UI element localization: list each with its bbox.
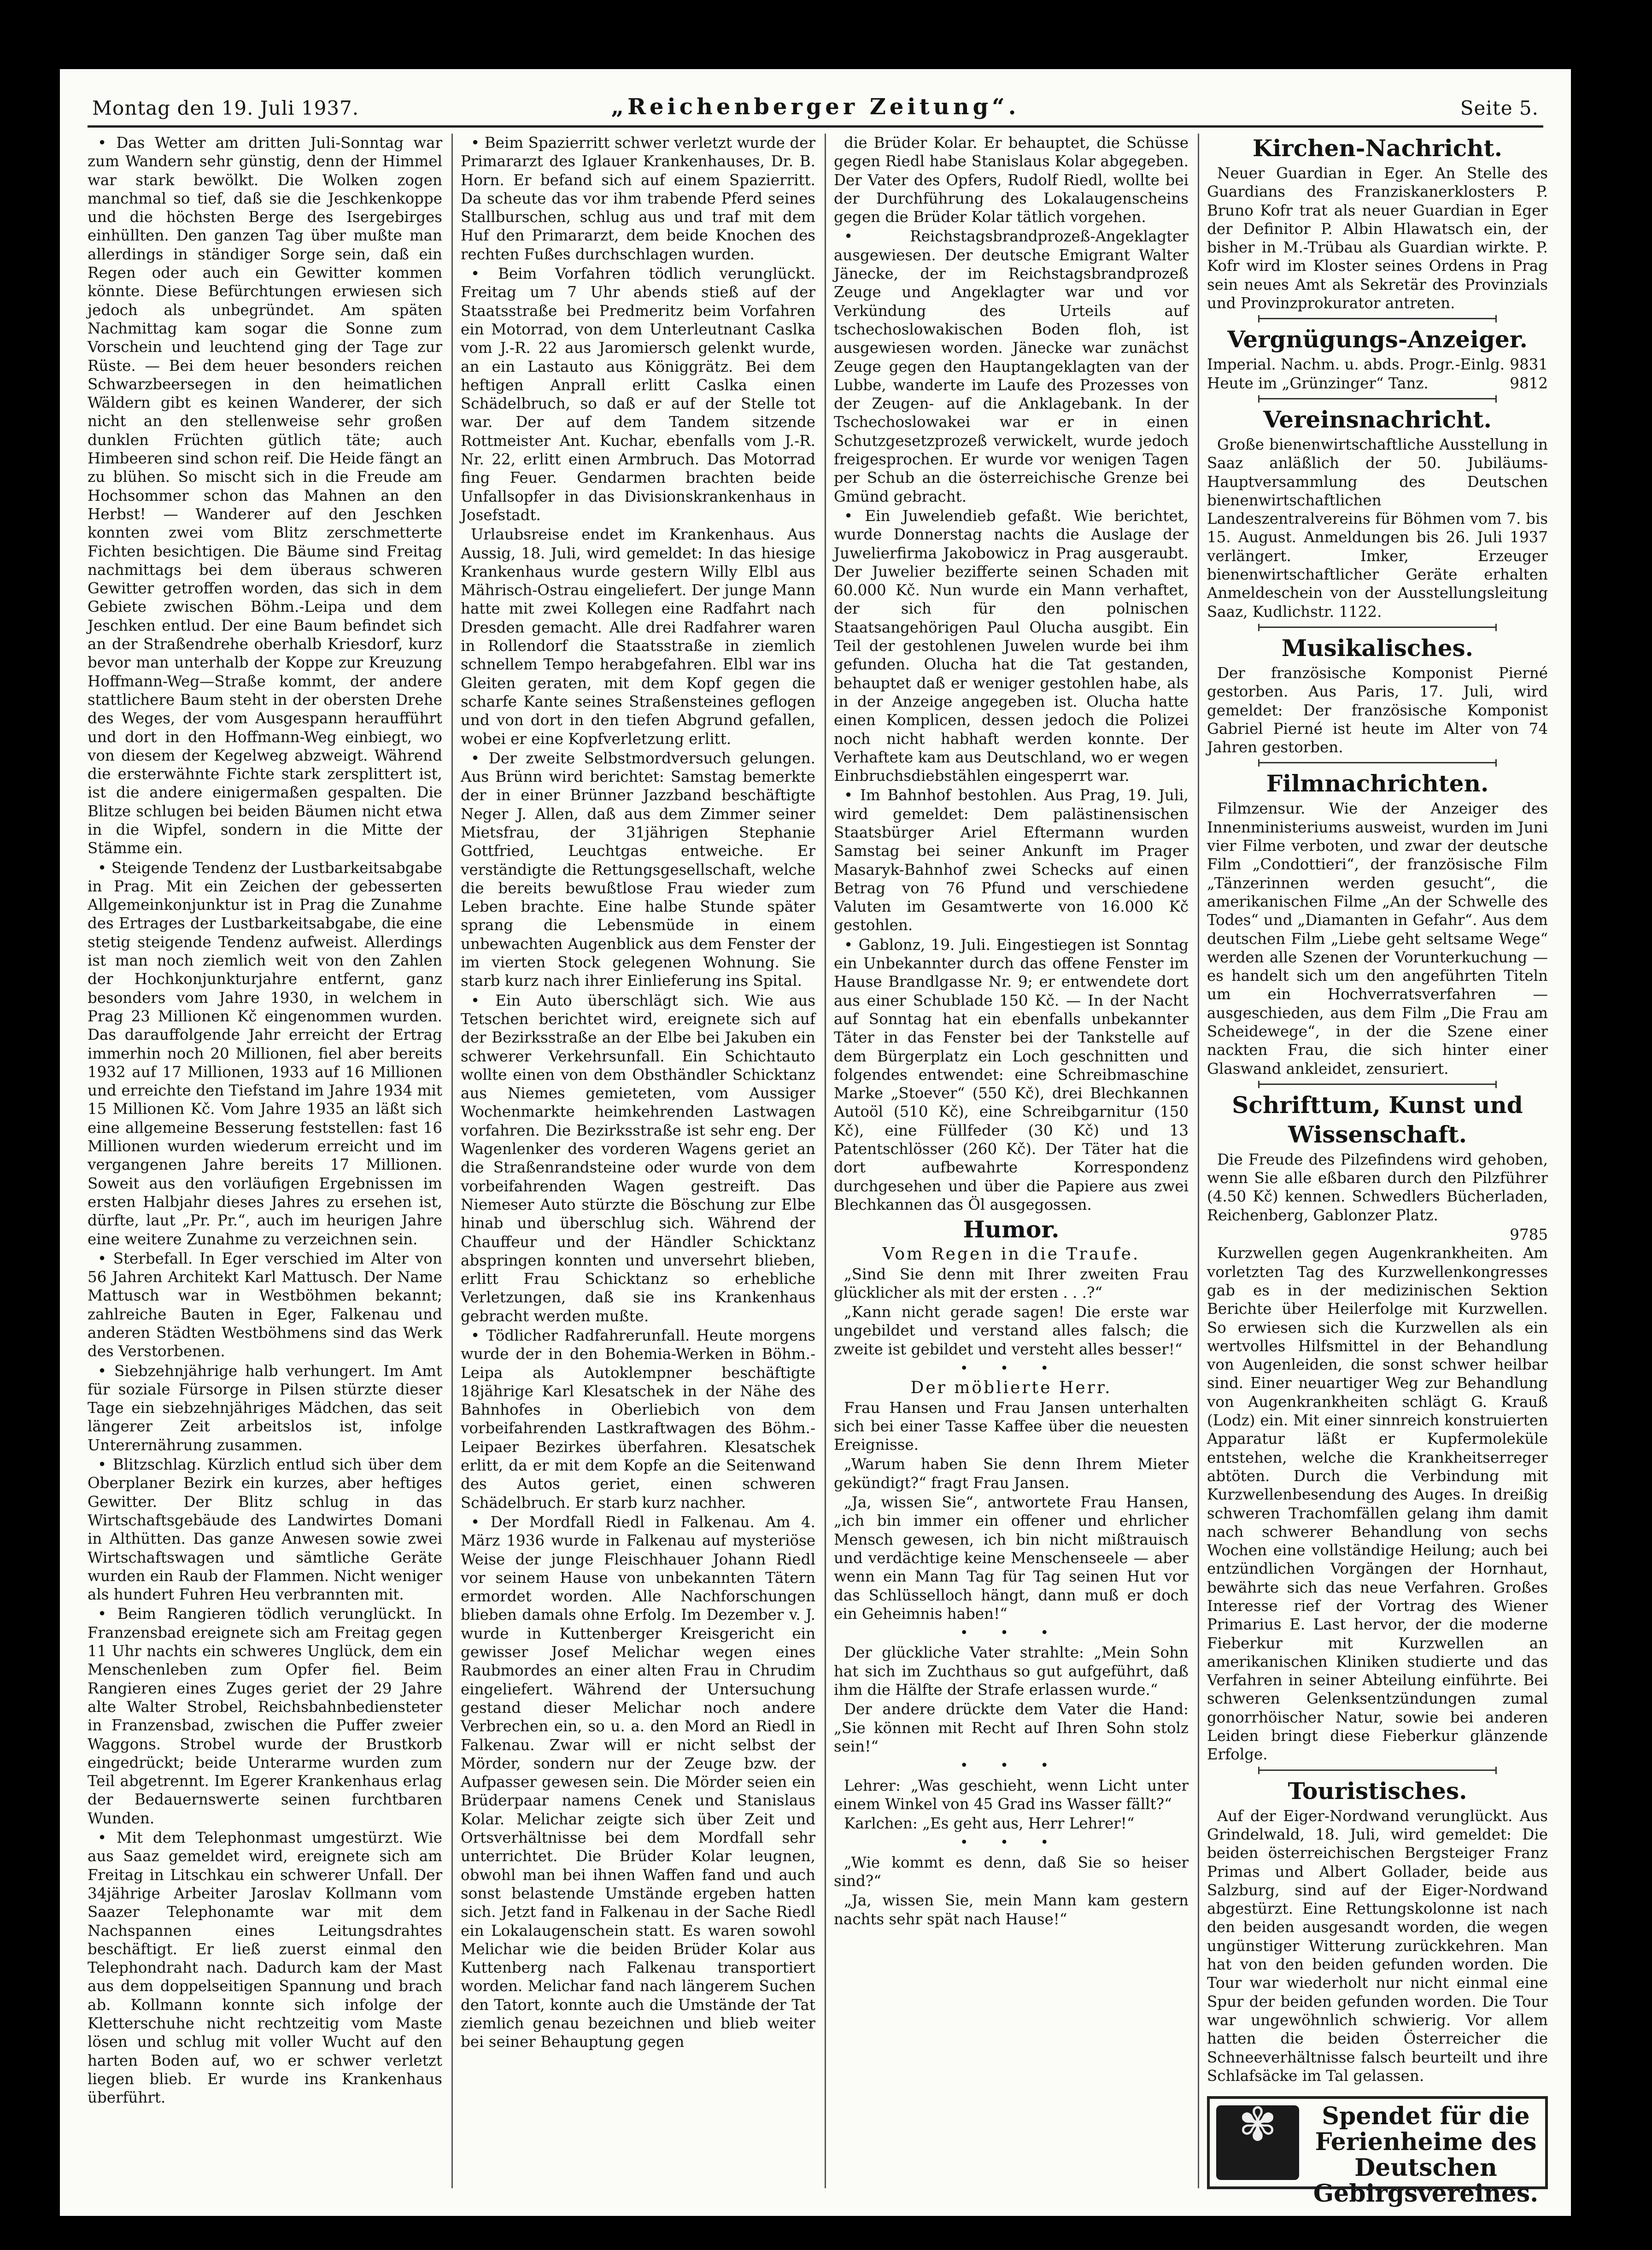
- joke-line: Der glückliche Vater strahlte: „Mein Sohn hat sich im Zuchthaus so gut aufgeführt, daß ihm die Hälfte der Strafe erlassen wurde.“: [834, 1644, 1189, 1699]
- page-header: [92, 88, 1539, 124]
- article: • Im Bahnhof bestohlen. Aus Prag, 19. Juli, wird gemeldet: Dem palästinensischen Staatsbürger Ariel Eftermann wurden Samstag bei seiner Ankunft im Prager Masaryk-Bahnhof zwei Schecks auf einen Betrag von 76 Pfund und verschiedene Valuten im Gesamtwerte von 16.000 Kč gestohlen.: [834, 786, 1189, 934]
- article: Filmzensur. Wie der Anzeiger des Innenministeriums ausweist, wurden im Juni vier Filme verboten, und zwar der deutsche Film „Condottieri“, der französische Film „Tänzerinnen werden gesucht“, die amerikanischen Filme „An der Schwelle des Todes“ und „Diamanten in Gefahr“. Aus dem deutschen Film „Liebe geht seltsame Wege“ werden alle Szenen der Vorunterkuchung — es handelt sich um den angeführten Titeln um ein Hochverratsverfahren — ausgeschieden, aus dem Film „Die Frau am Scheidewege“, in der die Szene einer nackten Frau, die sich hinter einer Glaswand ankleidet, zensuriert.: [1207, 800, 1548, 1078]
- article: die Brüder Kolar. Er behauptet, die Schüsse gegen Riedl habe Stanislaus Kolar abgegeben. Der Vater des Opfers, Rudolf Riedl, wollte bei der Durchführung des Lokalaugenscheins gegen die Brüder Kolar tätlich vorgehen.: [834, 134, 1189, 226]
- joke-line: Lehrer: „Was geschieht, wenn Licht unter einem Winkel von 45 Grad ins Wasser fällt?“: [834, 1776, 1189, 1813]
- newspaper-page: [60, 69, 1571, 2216]
- article: • Mit dem Telephonmast umgestürzt. Wie aus Saaz gemeldet wird, ereignete sich am Freitag in Litschkau ein schwerer Unfall. Der 34jährige Arbeiter Jaroslav Kollmann vom Saazer Telephonamte war mit dem Nachspannen eines Leitungsdrahtes beschäftigt. Er ließ zuerst einmal den Telephondraht nach. Dadurch kam der Mast aus dem doppelseitigen Spannung und brach ab. Kollmann konnte sich infolge der Kletterschuhe nicht rechtzeitig vom Maste lösen und schlug mit voller Wucht auf den harten Boden auf, wo er schwer verletzt liegen blieb. Er wurde ins Krankenhaus überführt.: [88, 1829, 442, 2107]
- joke-line: Karlchen: „Es geht aus, Herr Lehrer!“: [844, 1815, 1135, 1833]
- column-divider: [825, 134, 826, 2188]
- joke-title: Der möblierte Herr.: [910, 1378, 1112, 1398]
- column-divider: [1198, 134, 1199, 2188]
- joke-line: Der andere drückte dem Vater die Hand: „Sie können mit Recht auf Ihren Sohn stolz sein!“: [834, 1700, 1189, 1755]
- joke-line: „Kann nicht gerade sagen! Die erste war ungebildet und verstand alles falsch; die zweite ist gebildet und versteht alles besser!“: [834, 1303, 1189, 1358]
- section-heading-touristisch: Touristisches.: [1288, 1777, 1467, 1805]
- section-heading-film: Filmnachrichten.: [1266, 770, 1489, 797]
- separator-stars: • • •: [960, 1625, 1063, 1641]
- section-end-rule: [1258, 1084, 1497, 1085]
- joke-line: „Wie kommt es denn, daß Sie so heiser sind?“: [834, 1853, 1189, 1890]
- newspaper-title: „Reichenberger Zeitung“.: [611, 94, 1020, 120]
- section-end-rule: [1258, 627, 1497, 628]
- header-rule: [88, 125, 1543, 128]
- section-heading-kirchen: Kirchen-Nachricht.: [1252, 135, 1503, 162]
- section-heading-vergnuegung: Vergnügungs-Anzeiger.: [1227, 326, 1528, 353]
- column-2: [461, 134, 815, 2188]
- article: • Tödlicher Radfahrerunfall. Heute morgens wurde der in den Bohemia-Werken in Böhm.-Leipa als Autoklempner beschäftigte 18jährige Karl Klesatschek in der Nähe des Bahnhofes in Oberliebich von dem vorbeifahrenden Lastkraftwagen des Böhm.-Leipaer Bezirkes überfahren. Klesatschek erlitt, da er mit dem Kopfe an die Seitenwand des Autos geriet, einen schweren Schädelbruch. Er starb kurz nachher.: [461, 1327, 815, 1512]
- joke-title: Vom Regen in die Traufe.: [882, 1245, 1140, 1264]
- article: • Siebzehnjährige halb verhungert. Im Amt für soziale Fürsorge in Pilsen stürzte dieser Tage ein siebzehnjähriges Mädchen, das seit längerer Zeit arbeitslos ist, infolge Unterernährung zusammen.: [88, 1362, 442, 1454]
- column-4: [1207, 134, 1548, 2208]
- advertisement-box: [1207, 2096, 1548, 2208]
- article: • Beim Rangieren tödlich verunglückt. In Franzensbad ereignete sich am Freitag gegen 11 Uhr nachts ein schweres Unglück, dem ein Menschenleben zum Opfer fiel. Beim Rangieren eines Zuges geriet der 29 Jahre alte Walter Strobel, Reichsbahnbediensteter in Franzensbad, zwischen die Puffer zweier Waggons. Strobel wurde der Brustkorb eingedrückt; beide Unterarme wurden zum Teil abgetrennt. Im Egerer Krankenhaus erlag der Bedauernswerte seinen furchtbaren Wunden.: [88, 1605, 442, 1827]
- article: • Blitzschlag. Kürzlich entlud sich über dem Oberplaner Bezirk ein kurzes, aber heftiges Gewitter. Der Blitz schlug in das Wirtschaftsgebäude des Landwirtes Domani in Althütten. Das ganze Anwesen sowie zwei Wirtschaftswagen und sämtliche Geräte wurden ein Raub der Flammen. Nicht weniger als hundert Fuhren Heu verbrannten mit.: [88, 1456, 442, 1604]
- joke-line: „Ja, wissen Sie“, antwortete Frau Hansen, „ich bin immer ein offener und ehrlicher Mensch gewesen, ich bin nicht mißtrauisch und verdächtige keine Menschenseele — aber wenn ein Mann Tag für Tag seinen Hut vor das Schlüsselloch hängt, dann muß er doch ein Geheimnis haben!“: [834, 1494, 1189, 1623]
- article: Urlaubsreise endet im Krankenhaus. Aus Aussig, 18. Juli, wird gemeldet: In das hiesige Krankenhaus wurde gestern Willy Elbl aus Mährisch-Ostrau eingeliefert. Der junge Mann hatte mit zwei Kollegen eine Radfahrt nach Dresden gemacht. Alle drei Radfahrer waren in Rollendorf die Staatsstraße in ziemlich schnellem Tempo herabgefahren. Elbl war ins Gleiten geraten, mit dem Kopf gegen die scharfe Kante seines Straßensteines geflogen und von dort in den tiefen Abgrund gefallen, wobei er eine Kopfverletzung erlitt.: [461, 526, 815, 748]
- ad-line: [1207, 355, 1548, 374]
- column-3: [834, 134, 1189, 2188]
- article: Neuer Guardian in Eger. An Stelle des Guardians des Franziskanerklosters P. Bruno Kofr trat als neuer Guardian in Eger der Definitor P. Albin Hlawatsch ein, der bisher in M.-Trübau als Guardian wirkte. P. Kofr wird im Kloster seines Ordens in Prag sein neues Amt als Sekretär des Provinzials und Provinzprokurator antreten.: [1207, 164, 1548, 312]
- section-end-rule: [1258, 762, 1497, 763]
- joke-line: „Warum haben Sie denn Ihrem Mieter gekündigt?“ fragt Frau Jansen.: [834, 1455, 1189, 1492]
- advertisement-text: Spendet für die Ferienheime des Deutschen Gebirgsvereines.: [1313, 2102, 1539, 2208]
- article: • Der zweite Selbstmordversuch gelungen. Aus Brünn wird berichtet: Samstag bemerkte der in einer Brünner Jazzband beschäftigte Neger J. Allen, daß aus dem Zimmer seiner Mietsfrau, der 31jährigen Stephanie Gottfried, Leuchtgas entweiche. Er verständigte die Rettungsgesellschaft, welche die bereits bewußtlose Frau wieder zum Leben brachte. Eine halbe Stunde später sprang die Lebensmüde in einem unbewachten Augenblick aus dem Fenster der im vierten Stock gelegenen Wohnung. Sie starb kurz nach ihrer Einlieferung ins Spital.: [461, 749, 815, 990]
- ad-line: [1207, 374, 1548, 393]
- article: • Ein Auto überschlägt sich. Wie aus Tetschen berichtet wird, ereignete sich auf der Bezirksstraße an der Elbe bei Jakuben ein schwerer Verkehrsunfall. Ein Schichtauto wollte einen von dem Obsthändler Schicktanz aus Niemes gemieteten, vom Aussiger Wochenmarkte heimkehrenden Lastwagen vorfahren. Die Bezirksstraße ist sehr eng. Der Wagenlenker des vorderen Wagens geriet an die Straßenrandsteine oder wurde von dem vorbeifahrenden Wagen gestreift. Das Niemeser Auto stürzte die Böschung zur Elbe hinab und überschlug sich. Während der Chauffeur und der Händler Schicktanz abspringen konnten und unversehrt blieben, erlitt Frau Schicktanz so erhebliche Verletzungen, daß sie ins Krankenhaus gebracht werden mußte.: [461, 991, 815, 1325]
- ad-text: Imperial. Nachm. u. abds. Progr.-Einlg.: [1207, 356, 1505, 374]
- section-heading-verein: Vereinsnachricht.: [1263, 405, 1492, 433]
- joke-line: „Ja, wissen Sie, mein Mann kam gestern nachts sehr spät nach Hause!“: [834, 1892, 1189, 1928]
- article: • Ein Juwelendieb gefaßt. Wie berichtet, wurde Donnerstag nachts die Auslage der Juwelierfirma Jakobowicz in Prag ausgeraubt. Der Juwelier bezifferte seinen Schaden mit 60.000 Kč. Nun wurde ein Mann verhaftet, der sich für den polnischen Staatsangehörigen Paul Olucha ausgibt. Ein Teil der gestohlenen Juwelen wurde bei ihm gefunden. Olucha hat die Tat gestanden, behauptet daß er weniger gestohlen habe, als in der Anzeige angegeben ist. Olucha hatte einen Komplicen, dessen jedoch die Polizei noch nicht habhaft werden konnte. Der Verhaftete kam aus Deutschland, wo er wegen Einbruchsdiebstählen eingesperrt war.: [834, 507, 1189, 785]
- section-heading-schrifttum: Schrifttum, Kunst und Wissenschaft.: [1232, 1091, 1523, 1148]
- separator-stars: • • •: [960, 1834, 1063, 1851]
- ad-number: 9831: [1510, 356, 1548, 374]
- article: • Steigende Tendenz der Lustbarkeitsabgabe in Prag. Mit ein Zeichen der gebesserten Allgemeinkonjunktur ist in Prag die Zunahme des Ertrages der Lustbarkeitsabgabe, die eine stetig steigende Tendenz aufweist. Allerdings ist man noch ziemlich weit von den Zahlen der Hochkonjunkturjahre entfernt, ganz besonders vom Jahre 1930, in welchem in Prag 23 Millionen Kč eingenommen wurden. Das darauffolgende Jahr erreicht der Ertrag immerhin noch 20 Millionen, fiel aber bereits 1932 auf 17 Millionen, 1933 auf 16 Millionen und erreichte den Tiefstand im Jahre 1934 mit 15 Millionen Kč. Vom Jahre 1935 an läßt sich eine allgemeine Besserung feststellen: fast 16 Millionen wurden wiederum erreicht und im vergangenen Jahre bereits 17 Millionen. Soweit aus den vorläufigen Ergebnissen im ersten Halbjahr dieses Jahres zu ersehen ist, dürfte, laut „Pr. Pr.“, auch im heurigen Jahre eine weitere Zunahme zu verzeichnen sein.: [88, 859, 442, 1248]
- joke-line: „Sind Sie denn mit Ihrer zweiten Frau glücklicher als mit der ersten . . .?“: [834, 1265, 1189, 1301]
- article: Die Freude des Pilzefindens wird gehoben, wenn Sie alle eßbaren durch den Pilzführer (4.50 Kč) kennen. Schwedlers Bücherladen, Reichenberg, Gablonzer Platz.: [1207, 1150, 1548, 1224]
- article: • Sterbefall. In Eger verschied im Alter von 56 Jahren Architekt Karl Mattusch. Der Name Mattusch war in Westböhmen bekannt; zahlreiche Bauten in Eger, Falkenau und anderen Städten Westböhmens sind das Werk des Verstorbenen.: [88, 1249, 442, 1360]
- article: • Beim Vorfahren tödlich verunglückt. Freitag um 7 Uhr abends stieß auf der Staatsstraße bei Predmeritz beim Vorfahren ein Motorrad, von dem Unterleutnant Caslka vom J.-R. 22 aus Jaromiersch gelenkt wurde, an ein Lastauto aus Königgrätz. Bei dem heftigen Anprall erlitt Caslka einen Schädelbruch, so daß er auf der Stelle tot war. Der auf dem Tandem sitzende Rottmeister Ant. Kuchar, ebenfalls vom J.-R. Nr. 22, erlitt einen Armbruch. Das Motorrad fing Feuer. Gendarmen brachten beide Unfallsopfer in das Divisionskrankenhaus in Josefstadt.: [461, 265, 815, 524]
- article: • Gablonz, 19. Juli. Eingestiegen ist Sonntag ein Unbekannter durch das offene Fenster im Hause Brandlgasse Nr. 9; er entwendete dort aus einer Schublade 150 Kč. — In der Nacht auf Sonntag hat ein ebenfalls unbekannter Täter in das Fenster bei der Tankstelle auf dem Bürgerplatz ein Loch geschnitten und folgendes entwendet: eine Schreibmaschine Marke „Stoever“ (550 Kč), drei Blechkannen Autoöl (510 Kč), eine Schreibgarnitur (150 Kč), eine Füllfeder (30 Kč) und 13 Patentschlösser (260 Kč). Der Täter hat die dort aufbewahrte Korrespondenz durchgesehen und über die Papiere aus zwei Blechkannen das Öl ausgegossen.: [834, 936, 1189, 1213]
- article: Große bienenwirtschaftliche Ausstellung in Saaz anläßlich der 50. Jubiläums-Hauptversammlung des Deutschen bienenwirtschaftlichen Landeszentralvereins für Böhmen vom 7. bis 15. August. Anmeldungen bis 26. Juli 1937 verlängert. Imker, Erzeuger bienenwirtschaftlicher Geräte erhalten Anmeldeschein von der Ausstellungsleitung Saaz, Kudlichstr. 1122.: [1207, 435, 1548, 621]
- ad-line: [1207, 1225, 1548, 1244]
- section-end-rule: [1258, 1770, 1497, 1771]
- section-heading-musik: Musikalisches.: [1281, 634, 1474, 662]
- ad-text: Heute im „Grünzinger“ Tanz.: [1207, 374, 1429, 392]
- article: • Beim Spazierritt schwer verletzt wurde der Primararzt des Iglauer Krankenhauses, Dr. B. Horn. Er befand sich auf einem Spazierritt. Da scheute das vor ihm trabende Pferd seines Stallburschen, schlug aus und traf mit dem Huf den Primararzt, dem beide Knochen des rechten Fußes durchschlagen wurden.: [461, 134, 815, 263]
- edelweiss-emblem-icon: [1216, 2105, 1299, 2180]
- separator-stars: • • •: [960, 1360, 1063, 1377]
- column-divider: [451, 134, 453, 2188]
- page-number: Seite 5.: [1460, 97, 1539, 119]
- article: Der französische Komponist Pierné gestorben. Aus Paris, 17. Juli, wird gemeldet: Der französische Komponist Gabriel Pierné ist heute im Alter von 74 Jahren gestorben.: [1207, 664, 1548, 756]
- humor-heading: Humor.: [963, 1216, 1060, 1243]
- column-1: [88, 134, 442, 2188]
- article: Auf der Eiger-Nordwand verunglückt. Aus Grindelwald, 18. Juli, wird gemeldet: Die beiden österreichischen Bergsteiger Franz Primas und Albert Gollader, beide aus Salzburg, sind auf der Eiger-Nordwand abgestürzt. Eine Rettungskolonne ist nach den beiden ausgesandt worden, die wegen ungünstiger Witterung zurückkehren. Man hat von den beiden gefunden worden. Die Tour war wiederholt nur nicht einmal eine Spur der beiden gefunden worden. Die Tour war ungewöhnlich schwierig. Vor allem hatten die beiden Österreicher die Schneeverhältnisse falsch beurteilt und ihre Schlafsäcke im Tal gelassen.: [1207, 1807, 1548, 2085]
- separator-stars: • • •: [960, 1758, 1063, 1774]
- article: Kurzwellen gegen Augenkrankheiten. Am vorletzten Tag des Kurzwellenkongresses gab es in der medizinischen Sektion Berichte über Heilerfolge mit Kurzwellen. So erwiesen sich die Kurzwellen als ein wertvolles Hilfsmittel in der Behandlung von Augenleiden, die sonst schwer heilbar sind. Einer neuartiger Weg zur Behandlung von Augenkrankheiten schlägt G. Krauß (Lodz) ein. Mit einer sinnreich konstruierten Apparatur läßt er Kupfermoleküle entstehen, welche die Krankheitserreger abtöten. Durch die Verbindung mit Kurzwellenbesendung des Auges. In dreißig schweren Trachomfällen gelang ihm damit nach schwerer Behandlung von sechs Wochen eine vollständige Heilung; auch bei entzündlichen Vorgängen der Hornhaut, bewährte sich das neue Verfahren. Großes Interesse rief der Vortrag des Wiener Primarius E. Last hervor, der die moderne Fieberkur mit Kurzwellen an amerikanischen Kliniken studierte und das Verfahren in seiner Abteilung einführte. Bei schweren Gelenksentzündungen zumal gonorrhöischer Natur, sowie bei anderen Leiden bringt diese Fieberkur glänzende Erfolge.: [1207, 1244, 1548, 1764]
- article: • Der Mordfall Riedl in Falkenau. Am 4. März 1936 wurde in Falkenau auf mysteriöse Weise der junge Fleischhauer Johann Riedl vor seinem Hause von unbekannten Tätern ermordet worden. Alle Nachforschungen blieben damals ohne Erfolg. Im Dezember v. J. wurde in Kuttenberger Kreisgericht ein gewisser Josef Melichar wegen eines Raubmordes an einer alten Frau in Chrudim eingeliefert. Während der Untersuchung gestand dieser Melichar noch andere Verbrechen ein, so u. a. den Mord an Riedl in Falkenau. Zwar will er nicht selbst der Mörder, sondern nur der Zeuge bzw. der Aufpasser gewesen sein. Die Mörder seien ein Brüderpaar namens Cenek und Stanislaus Kolar. Melichar zeigte sich über Zeit und Ortsverhältnisse bei dem Mordfall sehr unterrichtet. Die Brüder Kolar leugnen, obwohl man bei ihnen Waffen fand und auch sonst belastende Umstände ergeben hatten sich. Jetzt fand in Falkenau in der Sache Riedl ein Lokalaugenschein statt. Es waren sowohl Melichar wie die beiden Brüder Kolar aus Kuttenberg nach Falkenau transportiert worden. Melichar fand nach längerem Suchen den Tatort, konnte auch die Umstände der Tat ziemlich genau bezeichnen und blieb weiter bei seiner Behauptung gegen: [461, 1513, 815, 2051]
- section-end-rule: [1258, 318, 1497, 319]
- ad-number: 9812: [1510, 374, 1548, 392]
- ad-number: 9785: [1510, 1226, 1548, 1244]
- article: • Reichstagsbrandprozeß-Angeklagter ausgewiesen. Der deutsche Emigrant Walter Jänecke, der im Reichstagsbrandprozeß Zeuge und Angeklagter war und vor Verkündung des Urteils auf tschechoslowakischen Boden floh, ist ausgewiesen worden. Jänecke war zunächst Zeuge gegen den Hauptangeklagten van der Lubbe, wanderte im Laufe des Prozesses von der Zeugen- auf die Anklagebank. In der Tschechoslowakei war er in einen Schutzgesetzprozeß verwickelt, wurde jedoch freigesprochen. Er wurde vor wenigen Tagen per Schub an die österreichische Grenze bei Gmünd gebracht.: [834, 228, 1189, 505]
- article: • Das Wetter am dritten Juli-Sonntag war zum Wandern sehr günstig, denn der Himmel war stark bewölkt. Die Wolken zogen manchmal so tief, daß sie die Jeschkenkoppe und die höchsten Berge des Isergebirges einhüllten. Den ganzen Tag über mußte man allerdings in ständiger Sorge sein, daß ein Regen oder auch ein Gewitter kommen könnte. Diese Befürchtungen erwiesen sich jedoch als unbegründet. Am späten Nachmittag kam sogar die Sonne zum Vorschein und leuchtend ging der Tage zur Rüste. — Bei dem heuer besonders reichen Schwarzbeersegen in den heimatlichen Wäldern gibt es keinen Wanderer, der sich nicht an den stellenweise sehr großen dunklen Früchten gütlich täte; auch Himbeeren sind schon reif. Die Heide fängt an zu blühen. So mischt sich in die Freude am Hochsommer schon das Mahnen an den Herbst! — Wanderer auf den Jeschken konnten zwei vom Blitz zerschmetterte Fichten besichtigen. Die Bäume sind Freitag nachmittags bei dem überaus schweren Gewitter getroffen worden, das sich in dem Gebiete zwischen Böhm.-Leipa und dem Jeschken entlud. Der eine Baum befindet sich an der Straßendrehe oberhalb Kriesdorf, kurz bevor man unterhalb der Koppe zur Kreuzung Hoffmann-Weg—Straße kommt, der andere stattlichere Baum steht in der obersten Drehe des Weges, der vom Ausgespann heraufführt und dort in den Hoffmann-Weg einbiegt, wo von diesem der Kegelweg abzweigt. Während die ersterwähnte Fichte stark zersplittert ist, ist die andere einigermaßen gespalten. Die Blitze schlugen bei beiden Bäumen nicht etwa in die Wipfel, sondern in die Mitte der Stämme ein.: [88, 134, 442, 857]
- header-date: Montag den 19. Juli 1937.: [92, 97, 359, 119]
- section-end-rule: [1258, 398, 1497, 399]
- joke-line: Frau Hansen und Frau Jansen unterhalten sich bei einer Tasse Kaffee über die neuesten Ereignisse.: [834, 1399, 1189, 1454]
